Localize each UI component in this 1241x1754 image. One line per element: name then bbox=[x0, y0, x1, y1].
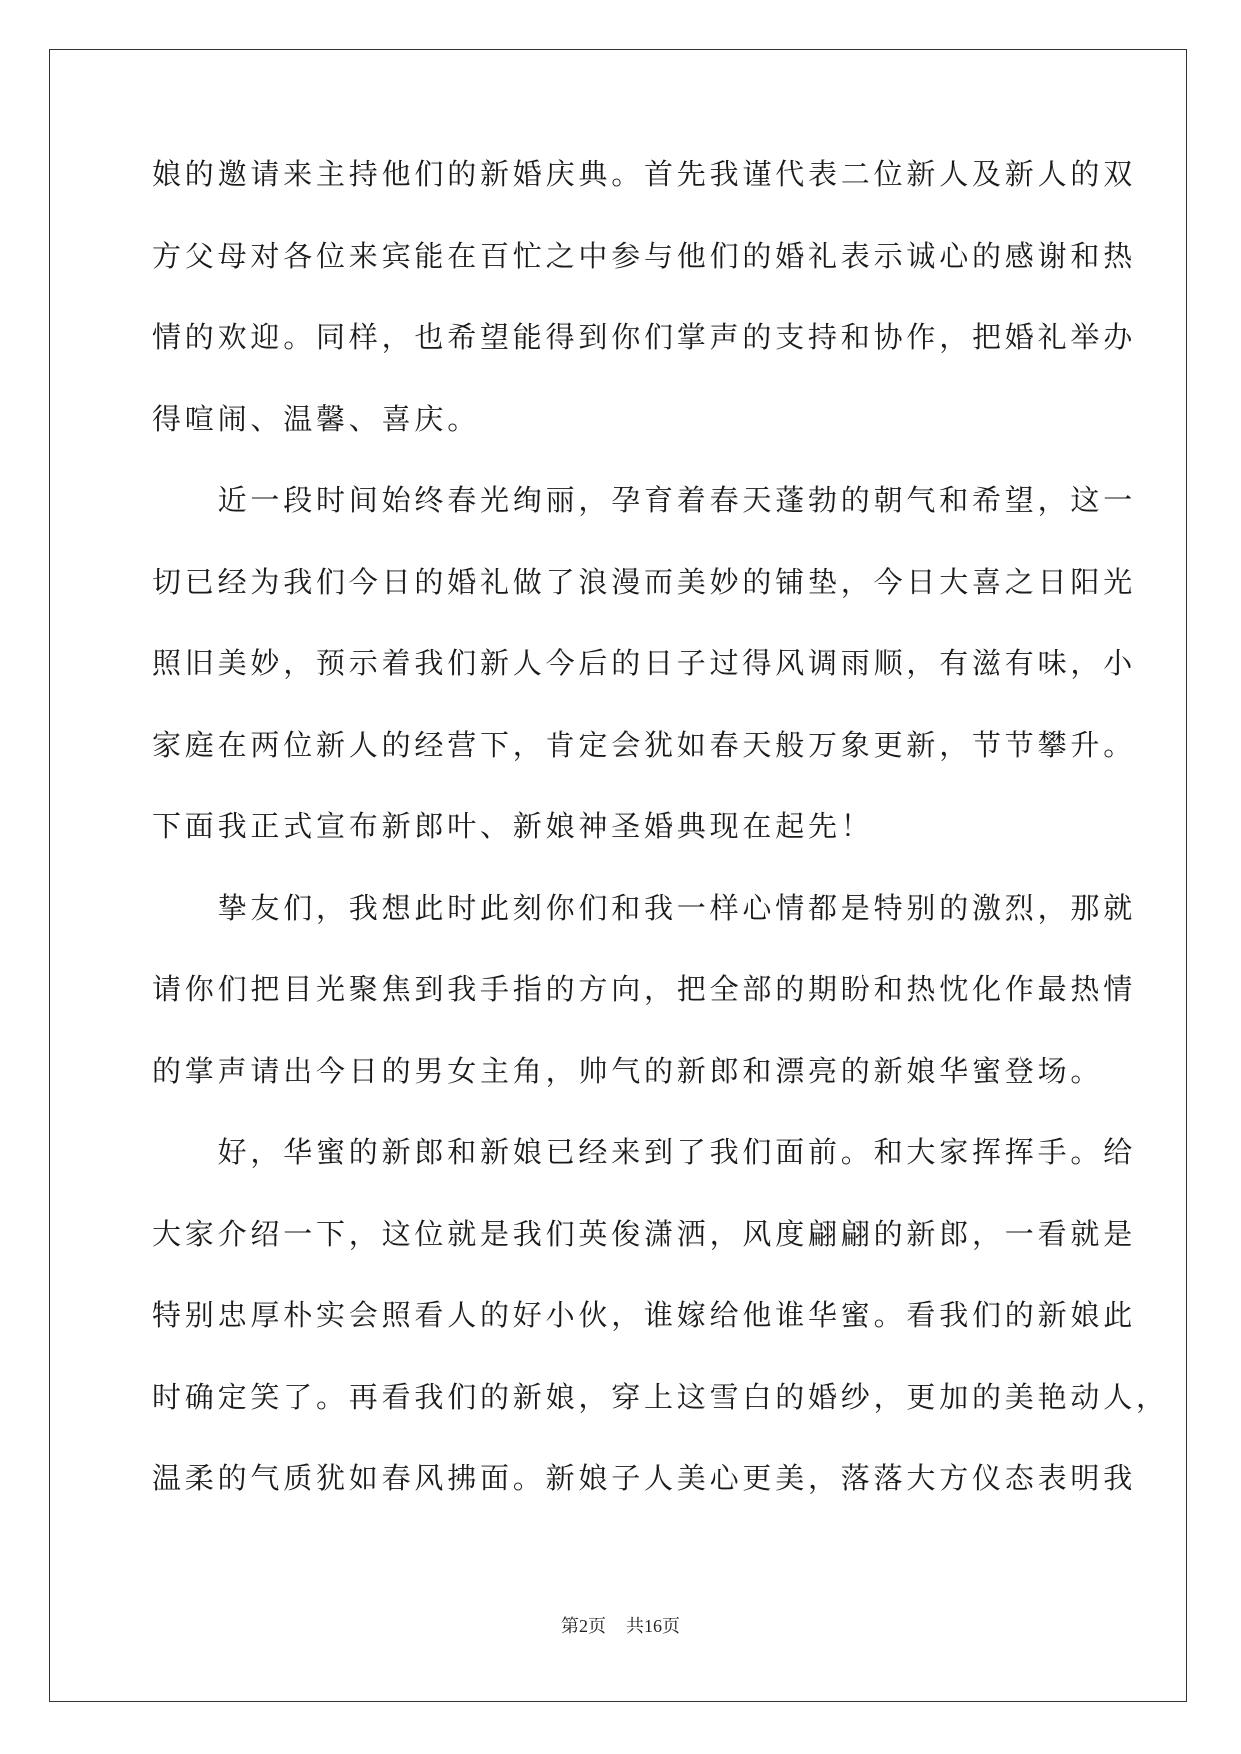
text-line: 切已经为我们今日的婚礼做了浪漫而美妙的铺垫，今日大喜之日阳光 bbox=[152, 564, 1137, 599]
text-line: 近一段时间始终春光绚丽，孕育着春天蓬勃的朝气和希望，这一 bbox=[152, 483, 1137, 517]
text-line: 家庭在两位新人的经营下，肯定会犹如春天般万象更新，节节攀升。 bbox=[152, 727, 1137, 762]
text-line: 温柔的气质犹如春风拂面。新娘子人美心更美，落落大方仪态表明我 bbox=[152, 1461, 1137, 1495]
text-line: 大家介绍一下，这位就是我们英俊潇洒，风度翩翩的新郎，一看就是 bbox=[152, 1216, 1137, 1251]
text-line: 下面我正式宣布新郎叶、新娘神圣婚典现在起先！ bbox=[152, 809, 874, 843]
text-line: 照旧美妙，预示着我们新人今后的日子过得风调雨顺，有滋有味，小 bbox=[152, 646, 1137, 680]
text-line: 挚友们，我想此时此刻你们和我一样心情都是特别的激烈，那就 bbox=[152, 890, 1137, 925]
text-line: 的掌声请出今日的男女主角，帅气的新郎和漂亮的新娘华蜜登场。 bbox=[152, 1053, 1104, 1088]
page-number: 第2页 bbox=[561, 1616, 606, 1636]
text-line: 娘的邀请来主持他们的新婚庆典。首先我谨代表二位新人及新人的双 bbox=[152, 157, 1137, 191]
page-footer bbox=[0, 1615, 1241, 1637]
text-line: 时确定笑了。再看我们的新娘，穿上这雪白的婚纱，更加的美艳动人， bbox=[152, 1379, 1169, 1414]
text-line: 特别忠厚朴实会照看人的好小伙，谁嫁给他谁华蜜。看我们的新娘此 bbox=[152, 1298, 1137, 1332]
text-line: 方父母对各位来宾能在百忙之中参与他们的婚礼表示诚心的感谢和热 bbox=[152, 238, 1137, 273]
text-line: 请你们把目光聚焦到我手指的方向，把全部的期盼和热忱化作最热情 bbox=[152, 972, 1137, 1006]
text-line: 情的欢迎。同样，也希望能得到你们掌声的支持和协作，把婚礼举办 bbox=[152, 320, 1137, 354]
text-line: 得喧闹、温馨、喜庆。 bbox=[152, 401, 481, 436]
text-line: 好，华蜜的新郎和新娘已经来到了我们面前。和大家挥挥手。给 bbox=[152, 1135, 1137, 1169]
page-total: 共16页 bbox=[626, 1616, 680, 1636]
document-body bbox=[152, 156, 1169, 1542]
